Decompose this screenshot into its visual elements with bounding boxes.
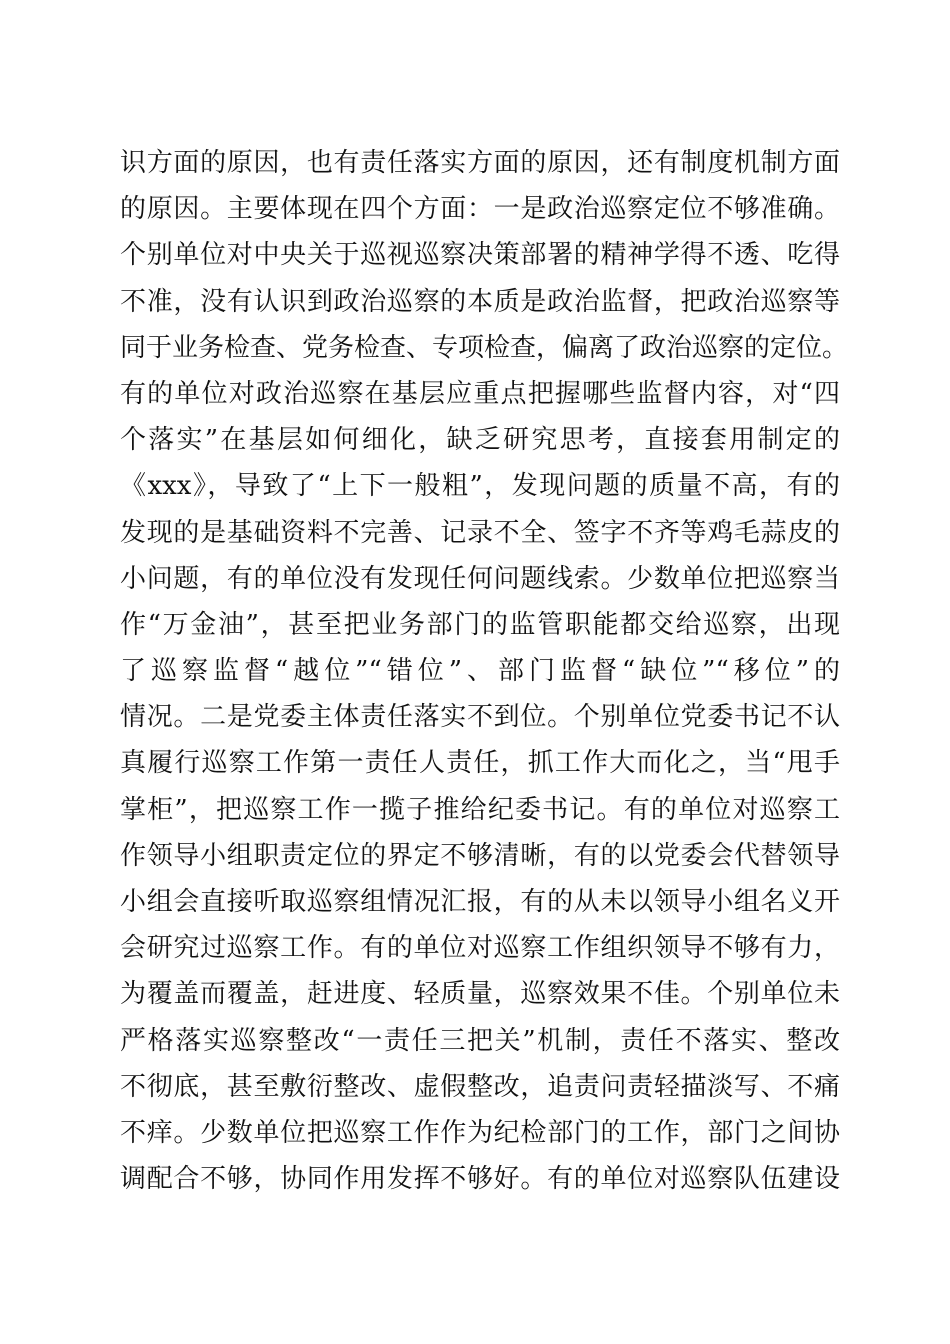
text-line-16: 作领导小组职责定位的界定不够清晰，有的以党委会代替领导	[120, 840, 840, 871]
text-line-22: 不痒。少数单位把巡察工作作为纪检部门的工作，部门之间协	[120, 1117, 840, 1148]
text-line-1: 识方面的原因，也有责任落实方面的原因，还有制度机制方面	[120, 148, 840, 178]
text-line-6: 有的单位对政治巡察在基层应重点把握哪些监督内容，对“四	[120, 378, 840, 409]
text-line-20: 严格落实巡察整改“一责任三把关”机制，责任不落实、整改	[120, 1025, 840, 1056]
text-line-4: 不准，没有认识到政治巡察的本质是政治监督，把政治巡察等	[120, 286, 840, 317]
text-line-17: 小组会直接听取巡察组情况汇报，有的从未以领导小组名义开	[120, 887, 840, 917]
text-line-12: 了巡察监督“越位”“错位”、部门监督“缺位”“移位”的	[120, 656, 840, 687]
text-line-3: 个别单位对中央关于巡视巡察决策部署的精神学得不透、吃得	[120, 240, 840, 271]
text-line-5: 同于业务检查、党务检查、专项检查，偏离了政治巡察的定位。	[120, 332, 849, 363]
text-line-13: 情况。二是党委主体责任落实不到位。个别单位党委书记不认	[120, 702, 840, 733]
text-line-23: 调配合不够，协同作用发挥不够好。有的单位对巡察队伍建设	[120, 1164, 840, 1195]
text-line-11: 作“万金油”，甚至把业务部门的监管职能都交给巡察，出现	[120, 609, 840, 640]
text-line-15: 掌柜”，把巡察工作一揽子推给纪委书记。有的单位对巡察工	[120, 794, 840, 825]
body-text	[120, 140, 849, 1202]
text-line-19: 为覆盖而覆盖，赶进度、轻质量，巡察效果不佳。个别单位未	[120, 979, 840, 1010]
text-line-18: 会研究过巡察工作。有的单位对巡察工作组织领导不够有力，	[120, 933, 840, 964]
text-line-10: 小问题，有的单位没有发现任何问题线索。少数单位把巡察当	[120, 563, 840, 594]
text-line-2: 的原因。主要体现在四个方面：一是政治巡察定位不够准确。	[120, 194, 840, 225]
text-line-14: 真履行巡察工作第一责任人责任，抓工作大而化之，当“甩手	[120, 748, 840, 779]
text-line-9: 发现的是基础资料不完善、记录不全、签字不齐等鸡毛蒜皮的	[120, 517, 840, 548]
text-line-8: 《xxx》，导致了“上下一般粗”，发现问题的质量不高，有的	[120, 471, 840, 502]
text-line-7: 个落实”在基层如何细化，缺乏研究思考，直接套用制定的	[120, 425, 840, 456]
text-line-21: 不彻底，甚至敷衍整改、虚假整改，追责问责轻描淡写、不痛	[120, 1071, 840, 1102]
